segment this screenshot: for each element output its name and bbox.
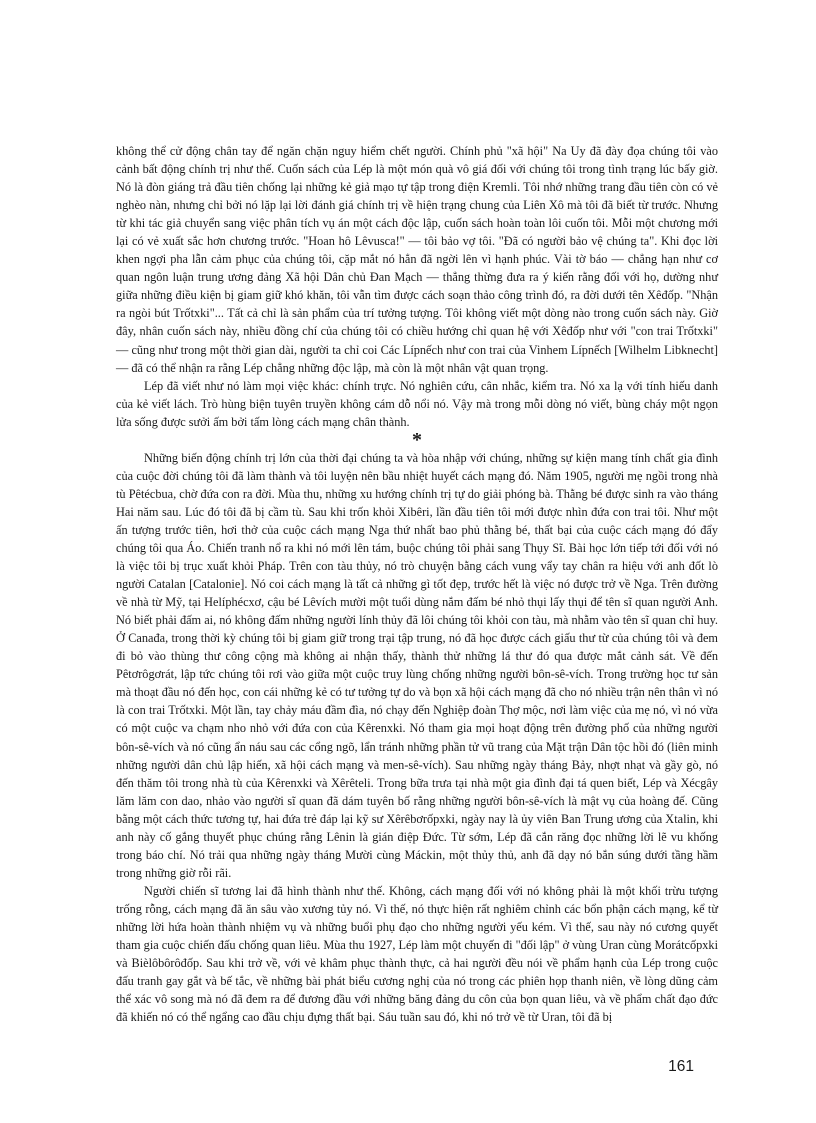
paragraph-2: Lép đã viết như nó làm mọi việc khác: chính trực. Nó nghiên cứu, cân nhắc, kiểm tra. Nó xa lạ với tính hiếu danh của kẻ viết lách. Trò hùng biện tuyên truyền không cám dỗ nổi nó. Vậy mà trong mỗi dòng nó viết, bùng cháy một ngọn lửa sống được sưởi ấm bởi tấm lòng cách mạng chân thành. bbox=[116, 378, 718, 429]
paragraph-4: Người chiến sĩ tương lai đã hình thành như thế. Không, cách mạng đối với nó không phải là một khối trừu tượng trống rỗng, cách mạng đã ăn sâu vào xương tủy nó. Vì thế, nó thực hiện rất nghiêm chỉnh các bổn phận cách mạng, kể từ những lời hứa hoàn thành nhiệm vụ và những buổi phụ đạo cho những người yếu kém. Vì thế, sau này nó cương quyết tham gia cuộc chiến đấu chống quan liêu. Mùa thu 1927, Lép làm một chuyến đi "đối lập" ở vùng Uran cùng Morátcốpxki và Bièlôbôrôđốp. Sau khi trở về, với vẻ khâm phục thành thực, cả hai người đều nói về phẩm hạnh của Lép trong cuộc đấu tranh gay gắt và bế tắc, về những bài phát biểu cương nghị của nó trong các phiên họp thanh niên, về lòng dũng cảm thể xác vô song mà nó đã đem ra để đương đầu với những băng đảng du côn của bọn quan liêu, và về phẩm chất đạo đức đã khiến nó có thể ngẩng cao đầu chịu đựng thất bại. Sáu tuần sau đó, khi nó trở về từ Uran, tôi đã bị bbox=[116, 883, 718, 1025]
section-divider: * bbox=[412, 428, 422, 451]
paragraph-3: Những biến động chính trị lớn của thời đại chúng ta và hòa nhập với chúng, những sự kiện mang tính chất gia đình của cuộc đời chúng tôi đã làm thành và tôi luyện nên bầu nhiệt huyết cách mạng đó. Năm 1905, người mẹ ngồi trong nhà tù Pêtécbua, chờ đứa con ra đời. Mùa thu, những xu hướng chính trị tự do giải phóng bà. Thằng bé được sinh ra vào tháng Hai năm sau. Lúc đó tôi đã bị cầm tù. Sau khi trốn khỏi Xibêri, lần đầu tiên tôi mới được nhìn đứa con trai tôi. Như một ấn tượng trước tiên, hơi thở của cuộc cách mạng Nga thứ nhất bao phủ thằng bé, thất bại của cuộc cách mạng đó đẩy chúng tôi qua Áo. Chiến tranh nổ ra khi nó mới lên tám, buộc chúng tôi phải sang Thụy Sĩ. Bài học lớn tiếp tới đối với nó là việc tôi bị trục xuất khỏi Pháp. Trên con tàu thủy, nó trò chuyện bằng cách vung vẩy tay chân ra hiệu với anh đốt lò người Catalan [Catalonie]. Nó coi cách mạng là tất cả những gì tốt đẹp, trước hết là việc nó được trở về Nga. Trên đường về nhà từ Mỹ, tại Helíphécxơ, cậu bé Lêvích mười một tuổi dùng nắm đấm bé nhỏ thụi lấy thụi để tên sĩ quan người Anh. Nó biết phải đấm ai, nó không đấm những người lính thủy đã lôi chúng tôi khỏi con tàu, mà nhằm vào tên sĩ quan chỉ huy. Ở Canađa, trong thời kỳ chúng tôi bị giam giữ trong trại tập trung, nó đã học được cách giấu thư từ của chúng tôi và đem đi bỏ vào thùng thư công cộng mà không ai nhận thấy, thành thử những lá thư đó qua được mắt cảnh sát. Về đến Pêtơrôgơrát, lập tức chúng tôi rơi vào giữa một cuộc truy lùng chống những người bôn-sê-vích. Trong trường học tư sản mà thoạt đầu nó đến học, con cái những kẻ có tư tưởng tự do và bọn xã hội cách mạng đã cho nó nhiều trận nên thân vì nó là con trai Trốtxki. Một lần, tay chảy máu đầm đìa, nó chạy đến Nghiệp đoàn Thợ mộc, nơi làm việc của mẹ nó, vì nó vừa có một cuộc va chạm nho nhỏ với đứa con của Kêrenxki. Nó tham gia mọi hoạt động trên đường phố của những người bôn-sê-vích và nó cũng ẩn náu sau các cổng ngõ, lẩn tránh những phần tử vũ trang của Mặt trận Dân tộc hồi đó (liên minh những người dân chủ lập hiến, xã hội cách mạng và men-sê-vích). Sau những ngày tháng Bảy, nhợt nhạt và gầy gò, nó đến thăm tôi trong nhà tù của Kêrenxki và Xêrêteli. Trong bữa trưa tại nhà một gia đình đại tá quen biết, Lép và Xécgây lăm lăm con dao, nhảo vào người sĩ quan đã dám tuyên bố rằng những người bôn-sê-vích là mật vụ của hoàng đế. Cũng bằng một cách thức tương tự, hai đứa trẻ đáp lại kỹ sư Xêrêbơrốpxki, ngày nay là ủy viên Ban Trung ương của Xtalin, khi anh này cố gắng thuyết phục chúng rằng Lênin là gián điệp Đức. Từ sớm, Lép đã cắn răng đọc những lời lẽ vu khống trong báo chí. Nó trải qua những ngày tháng Mười cùng Máckin, một thủy thủ, anh đã dạy nó bắn súng dưới tầng hầm trong những giờ rỗi rãi. bbox=[116, 450, 718, 880]
paragraph-1: không thể cử động chân tay để ngăn chặn nguy hiểm chết người. Chính phủ "xã hội" Na Uy đã đày đọa chúng tôi vào cảnh bất động chính trị như thế. Cuốn sách của Lép là một món quà vô giá đối với chúng tôi trong tình trạng lúc bấy giờ. Nó là đòn giáng trả đầu tiên chống lại những kẻ giả mạo tự tập trong điện Kremli. Tôi nhớ những trang đầu tiên còn có vẻ nghèo nàn, nhưng chỉ bởi nó lặp lại lời đánh giá chính trị về hiện trạng chung của Liên Xô mà tôi đã biết từ trước. Nhưng từ khi tác giả chuyển sang việc phân tích vụ án một cách độc lập, cuốn sách hoàn toàn lôi cuốn tôi. Mỗi một chương mới lại có vẻ xuất sắc hơn chương trước. "Hoan hô Lêvusca!" — tôi bảo vợ tôi. "Đã có người bảo vệ chúng ta". Khi đọc lời khen ngợi pha lẫn cảm phục của chúng tôi, cặp mắt nó hẳn đã ngời lên vì hạnh phúc. Vài tờ báo — chẳng hạn như cơ quan ngôn luận trung ương đảng Xã hội Dân chủ Đan Mạch — thẳng thừng đưa ra ý kiến rằng đối với họ, dường như giữa những điều kiện bị giam giữ khó khăn, tôi vẫn tìm được cách soạn thảo công trình đó, ra đời dưới tên Xêđốp. "Nhận ra ngòi bút Trốtxki"... Tất cả chỉ là sản phẩm của trí tưởng tượng. Tôi không viết một dòng nào trong cuốn sách này. Giờ đây, nhân cuốn sách này, nhiều đồng chí của chúng tôi có chiều hướng chỉ quan hệ với Xêđốp như với "con trai Trốtxki" — cũng như trong một thời gian dài, người ta chỉ coi Các Lípnếch như con trai của Vinhem Lípnếch [Wilhelm Libknecht] — đã có thể nhận ra rằng Lép chẳng những độc lập, mà còn là một nhân vật quan trọng. bbox=[116, 144, 718, 375]
page-number: 161 bbox=[668, 1058, 694, 1075]
page-body bbox=[116, 142, 718, 1026]
